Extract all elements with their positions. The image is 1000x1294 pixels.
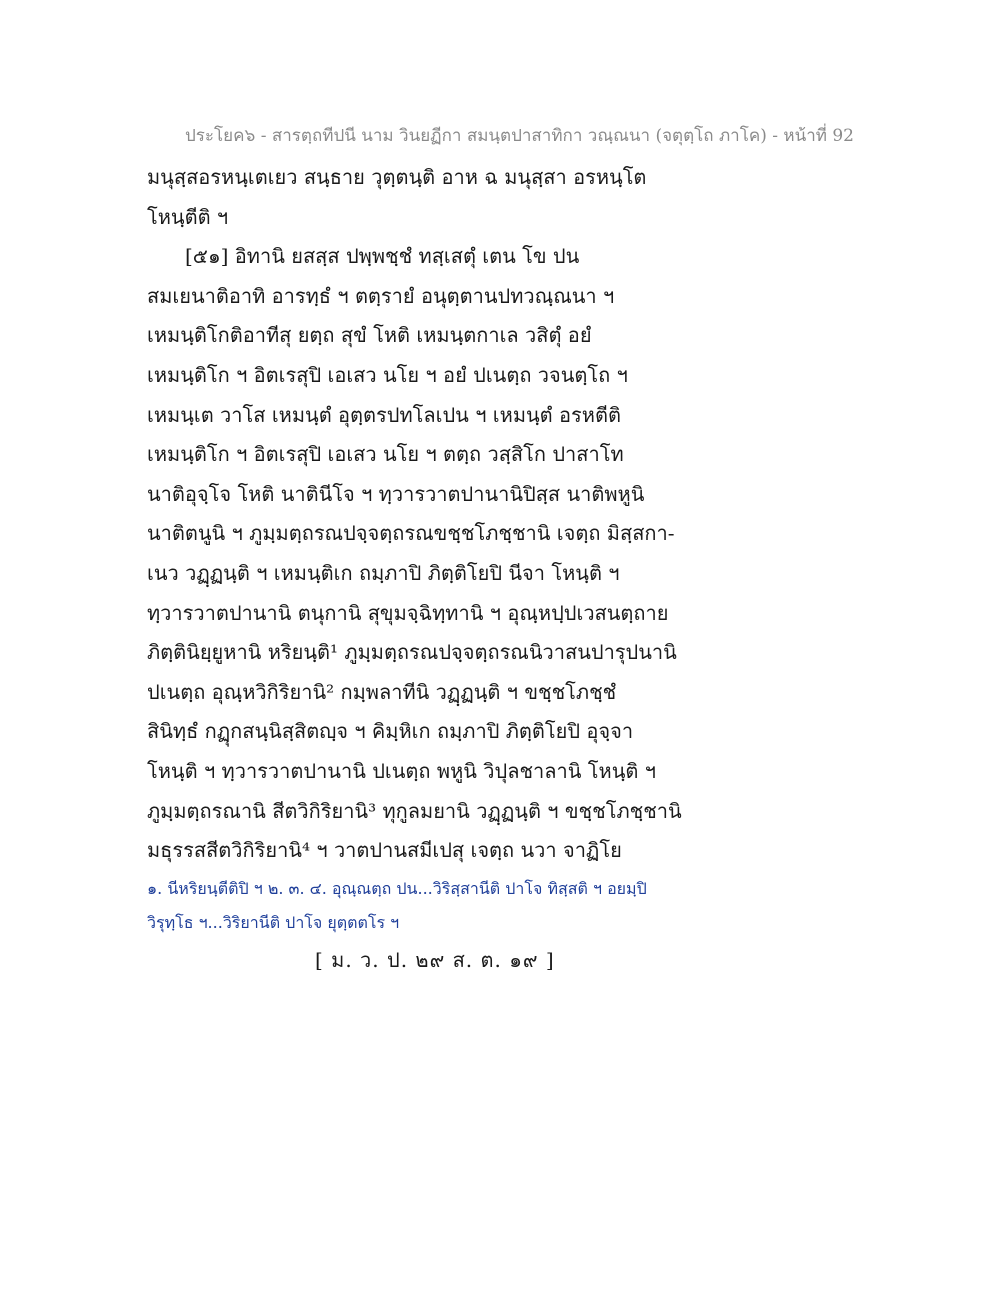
text-line: เหมนฺเต วาโส เหมนฺตํ อุตฺตรปทโลเปน ฯ เหมนฺตํ อรหตีติ — [147, 402, 621, 427]
text-line: นาติอุจฺโจ โหติ นาตินีโจ ฯ ทฺวารวาตปานานิปิสฺส นาติพหูนิ — [147, 481, 645, 506]
footnote-line: ๑. นีหริยนฺตีติปิ ฯ ๒. ๓. ๔. อุณฺณตฺถ ปน...วิริสฺสานีติ ปาโจ ทิสฺสติ ฯ อยมฺปิ — [147, 879, 647, 898]
text-line: เหมนฺติโกติอาทีสุ ยตฺถ สุขํ โหติ เหมนฺตกาเล วสิตุํ อยํ — [147, 323, 592, 348]
text-line: เนว วฏฺฏนฺติ ฯ เหมนฺติเก ถมฺภาปิ ภิตฺติโยปิ นีจา โหนฺติ ฯ — [147, 560, 620, 585]
text-line: เหมนฺติโก ฯ อิตเรสุปิ เอเสว นโย ฯ อยํ ปเนตฺถ วจนตฺโถ ฯ — [147, 362, 628, 387]
text-line: ภิตฺตินิยฺยูหานิ หริยนฺติ¹ ภูมฺมตฺถรณปจฺจตฺถรณนิวาสนปารุปนานิ — [147, 640, 677, 665]
text-line: ปเนตฺถ อุณฺหวิกิริยานิ² กมฺพลาทีนิ วฏฺฏนฺติ ฯ ขชฺชโภชฺชํ — [147, 679, 617, 704]
footnotes-block — [147, 872, 747, 940]
running-header: ประโยค๖ - สารตฺถทีปนี นาม วินยฏีกา สมนฺตปาสาทิกา วณฺณนา (จตุตฺโถ ภาโค) - หน้าที่ 92 — [185, 126, 854, 146]
text-line: นาติตนูนิ ฯ ภูมฺมตฺถรณปจฺจตฺถรณขชฺชโภชฺชานิ เจตฺถ มิสฺสกา- — [147, 521, 675, 546]
text-line: ทฺวารวาตปานานิ ตนุกานิ สุขุมจฺฉิทฺทานิ ฯ อุณฺหปฺปเวสนตฺถาย — [147, 600, 669, 625]
footnote-line: วิรุทฺโธ ฯ...วิริยานีติ ปาโจ ยุตฺตตโร ฯ — [147, 913, 400, 932]
text-line: มนุสฺสอรหนฺเตเยว สนฺธาย วุตฺตนฺติ อาห ฉ มนุสฺสา อรหนฺโต — [147, 165, 647, 189]
text-line: สินิทฺธํ กฏุกสนฺนิสฺสิตญฺจ ฯ คิมฺหิเก ถมฺภาปิ ภิตฺติโยปิ อุจฺจา — [147, 719, 634, 744]
source-reference: [ ม. ว. ป. ๒๙ ส. ต. ๑๙ ] — [315, 948, 555, 972]
text-line: เหมนฺติโก ฯ อิตเรสุปิ เอเสว นโย ฯ ตตฺถ วสฺสิโก ปาสาโท — [147, 442, 624, 467]
paragraph-start-line: [๕๑] อิทานิ ยสสฺส ปพฺพชฺชํ ทสฺเสตุํ เตน โข ปน — [185, 244, 580, 269]
text-line: โหนฺตีติ ฯ — [147, 204, 229, 229]
text-line: มธุรรสสีตวิกิริยานิ⁴ ฯ วาตปานสมีเปสุ เจตฺถ นวา จาฏิโย — [147, 838, 622, 863]
text-line: สมเยนาติอาทิ อารทฺธํ ฯ ตตฺรายํ อนุตฺตานปทวณฺณนา ฯ — [147, 283, 615, 308]
main-text-block — [147, 158, 707, 871]
text-line: ภูมฺมตฺถรณานิ สีตวิกิริยานิ³ ทุกูลมยานิ วฏฺฏนฺติ ฯ ขชฺชโภชฺชานิ — [147, 798, 682, 823]
text-line: โหนฺติ ฯ ทฺวารวาตปานานิ ปเนตฺถ พหูนิ วิปุลชาลานิ โหนฺติ ฯ — [147, 758, 656, 783]
